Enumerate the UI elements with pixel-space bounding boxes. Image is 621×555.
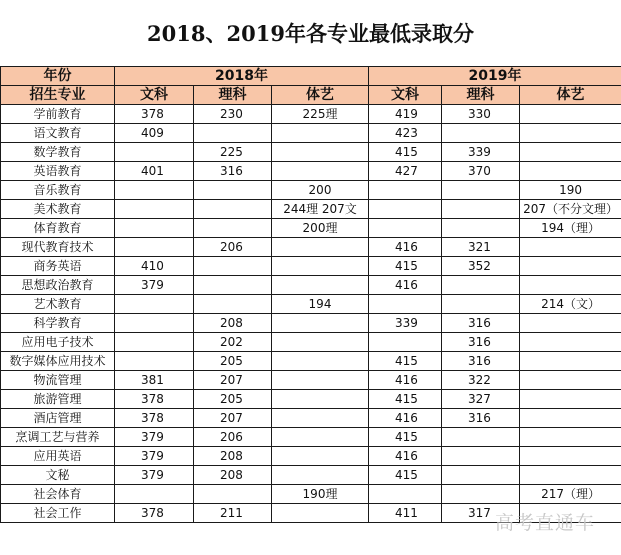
major-name: 数字媒体应用技术	[1, 352, 115, 371]
like-2019-score: 317	[442, 504, 520, 523]
like-2018-score	[194, 124, 272, 143]
major-name: 商务英语	[1, 257, 115, 276]
table-row	[1, 219, 621, 238]
table-row	[1, 105, 621, 124]
wenke-2018-score	[115, 219, 194, 238]
table-row	[1, 447, 621, 466]
tiyi-2018-score	[272, 371, 369, 390]
tiyi-2018-score	[272, 333, 369, 352]
major-name: 社会体育	[1, 485, 115, 504]
wenke-2018-score: 379	[115, 276, 194, 295]
admission-score-table	[0, 66, 621, 523]
tiyi-2019-score	[520, 143, 621, 162]
major-name: 数学教育	[1, 143, 115, 162]
table-row	[1, 238, 621, 257]
like-2019-score: 352	[442, 257, 520, 276]
like-2019-score: 330	[442, 105, 520, 124]
tiyi-2018-score: 200理	[272, 219, 369, 238]
like-2018-score	[194, 276, 272, 295]
wenke-2018-header: 文科	[115, 86, 194, 105]
table-row	[1, 162, 621, 181]
tiyi-2018-score	[272, 504, 369, 523]
tiyi-2019-score	[520, 314, 621, 333]
table-row	[1, 257, 621, 276]
like-2018-score: 202	[194, 333, 272, 352]
like-2018-score: 207	[194, 409, 272, 428]
wenke-2019-score: 415	[369, 390, 442, 409]
tiyi-2018-score	[272, 162, 369, 181]
tiyi-2019-score	[520, 428, 621, 447]
wenke-2019-score: 415	[369, 352, 442, 371]
table-row	[1, 181, 621, 200]
wenke-2018-score: 378	[115, 390, 194, 409]
like-2019-score	[442, 447, 520, 466]
tiyi-2018-score	[272, 466, 369, 485]
table-body	[1, 105, 621, 523]
major-name: 应用电子技术	[1, 333, 115, 352]
tiyi-2018-score	[272, 390, 369, 409]
wenke-2018-score: 381	[115, 371, 194, 390]
wenke-2018-score: 379	[115, 466, 194, 485]
wenke-2019-score: 416	[369, 371, 442, 390]
like-2018-score: 208	[194, 447, 272, 466]
wenke-2018-score	[115, 485, 194, 504]
tiyi-2018-score	[272, 447, 369, 466]
table-row	[1, 295, 621, 314]
wenke-2018-score: 378	[115, 409, 194, 428]
tiyi-2018-score: 190理	[272, 485, 369, 504]
major-name: 社会工作	[1, 504, 115, 523]
wenke-2019-header: 文科	[369, 86, 442, 105]
like-2018-score: 205	[194, 390, 272, 409]
tiyi-2019-score: 190	[520, 181, 621, 200]
wenke-2018-score: 379	[115, 428, 194, 447]
like-2018-score: 206	[194, 238, 272, 257]
table-row	[1, 485, 621, 504]
tiyi-2018-score	[272, 409, 369, 428]
like-2019-score	[442, 181, 520, 200]
major-name: 思想政治教育	[1, 276, 115, 295]
year-header-row	[1, 67, 621, 86]
tiyi-2019-score	[520, 105, 621, 124]
like-2018-score: 206	[194, 428, 272, 447]
watermark: 高考直通车	[494, 512, 595, 534]
wenke-2019-score: 416	[369, 276, 442, 295]
major-name: 美术教育	[1, 200, 115, 219]
major-name: 应用英语	[1, 447, 115, 466]
like-2019-score	[442, 485, 520, 504]
tiyi-2019-header: 体艺	[520, 86, 621, 105]
tiyi-2019-score	[520, 333, 621, 352]
wenke-2019-score	[369, 181, 442, 200]
like-2019-score	[442, 276, 520, 295]
wenke-2019-score	[369, 485, 442, 504]
year-label: 年份	[1, 67, 115, 86]
wenke-2019-score: 423	[369, 124, 442, 143]
like-2019-score	[442, 124, 520, 143]
wenke-2019-score: 411	[369, 504, 442, 523]
major-name: 体育教育	[1, 219, 115, 238]
wenke-2018-score: 378	[115, 504, 194, 523]
tiyi-2019-score: 214（文）	[520, 295, 621, 314]
major-name: 学前教育	[1, 105, 115, 124]
page-title: 2018、2019年各专业最低录取分	[147, 21, 474, 46]
tiyi-2019-score	[520, 162, 621, 181]
like-2019-score: 327	[442, 390, 520, 409]
like-2018-score: 205	[194, 352, 272, 371]
wenke-2018-score	[115, 200, 194, 219]
year-2019-header: 2019年	[369, 67, 621, 86]
like-2018-score: 208	[194, 314, 272, 333]
major-name: 现代教育技术	[1, 238, 115, 257]
tiyi-2018-score	[272, 143, 369, 162]
tiyi-2018-score	[272, 352, 369, 371]
table-row	[1, 124, 621, 143]
tiyi-2019-score	[520, 352, 621, 371]
wenke-2019-score: 415	[369, 466, 442, 485]
major-name: 科学教育	[1, 314, 115, 333]
like-2019-score	[442, 466, 520, 485]
wenke-2018-score	[115, 295, 194, 314]
tiyi-2018-score	[272, 124, 369, 143]
major-label: 招生专业	[1, 86, 115, 105]
tiyi-2018-score	[272, 276, 369, 295]
like-2019-score: 322	[442, 371, 520, 390]
wenke-2018-score	[115, 181, 194, 200]
tiyi-2018-score	[272, 257, 369, 276]
table-row	[1, 390, 621, 409]
table-row	[1, 333, 621, 352]
wenke-2019-score	[369, 219, 442, 238]
wenke-2019-score: 415	[369, 143, 442, 162]
like-2019-score: 339	[442, 143, 520, 162]
table-row	[1, 409, 621, 428]
like-2018-score	[194, 485, 272, 504]
tiyi-2018-score: 244理 207文	[272, 200, 369, 219]
wenke-2019-score: 427	[369, 162, 442, 181]
wenke-2018-score: 409	[115, 124, 194, 143]
tiyi-2018-score	[272, 238, 369, 257]
tiyi-2019-score	[520, 238, 621, 257]
wenke-2018-score	[115, 314, 194, 333]
tiyi-2019-score: 194（理）	[520, 219, 621, 238]
tiyi-2019-score: 207（不分文理）	[520, 200, 621, 219]
like-2019-score: 316	[442, 314, 520, 333]
table-row	[1, 371, 621, 390]
wenke-2018-score: 401	[115, 162, 194, 181]
table-row	[1, 200, 621, 219]
wenke-2019-score: 339	[369, 314, 442, 333]
wenke-2019-score: 416	[369, 447, 442, 466]
tiyi-2019-score: 217（理）	[520, 485, 621, 504]
tiyi-2018-score	[272, 314, 369, 333]
tiyi-2019-score	[520, 257, 621, 276]
like-2019-score: 370	[442, 162, 520, 181]
like-2019-score: 316	[442, 409, 520, 428]
like-2019-score	[442, 295, 520, 314]
year-2018-header: 2018年	[115, 67, 369, 86]
wenke-2018-score	[115, 352, 194, 371]
wenke-2019-score: 416	[369, 238, 442, 257]
wenke-2019-score	[369, 333, 442, 352]
like-2019-score	[442, 200, 520, 219]
tiyi-2019-score	[520, 466, 621, 485]
major-name: 文秘	[1, 466, 115, 485]
like-2018-score: 211	[194, 504, 272, 523]
tiyi-2018-score: 200	[272, 181, 369, 200]
wenke-2019-score	[369, 200, 442, 219]
like-2019-score	[442, 428, 520, 447]
wenke-2019-score: 416	[369, 409, 442, 428]
wenke-2018-score: 410	[115, 257, 194, 276]
like-2018-score: 208	[194, 466, 272, 485]
like-2019-score: 316	[442, 333, 520, 352]
table-row	[1, 466, 621, 485]
table-row	[1, 352, 621, 371]
like-2018-score: 207	[194, 371, 272, 390]
like-2018-score	[194, 219, 272, 238]
tiyi-2019-score	[520, 447, 621, 466]
wenke-2019-score: 419	[369, 105, 442, 124]
wenke-2019-score: 415	[369, 257, 442, 276]
table-row	[1, 143, 621, 162]
like-2018-score	[194, 257, 272, 276]
table-row	[1, 428, 621, 447]
tiyi-2019-score	[520, 371, 621, 390]
table-row	[1, 314, 621, 333]
tiyi-2019-score	[520, 276, 621, 295]
like-2018-score	[194, 295, 272, 314]
like-2019-score: 316	[442, 352, 520, 371]
tiyi-2018-score: 194	[272, 295, 369, 314]
wenke-2018-score: 378	[115, 105, 194, 124]
like-2018-header: 理科	[194, 86, 272, 105]
major-name: 烹调工艺与营养	[1, 428, 115, 447]
tiyi-2018-header: 体艺	[272, 86, 369, 105]
like-2019-score	[442, 219, 520, 238]
major-name: 酒店管理	[1, 409, 115, 428]
major-name: 语文教育	[1, 124, 115, 143]
wenke-2018-score	[115, 143, 194, 162]
like-2018-score	[194, 200, 272, 219]
wenke-2018-score	[115, 238, 194, 257]
table-row	[1, 276, 621, 295]
tiyi-2018-score	[272, 428, 369, 447]
like-2018-score: 225	[194, 143, 272, 162]
major-name: 物流管理	[1, 371, 115, 390]
wenke-2018-score: 379	[115, 447, 194, 466]
like-2018-score	[194, 181, 272, 200]
major-name: 英语教育	[1, 162, 115, 181]
tiyi-2019-score	[520, 409, 621, 428]
like-2018-score: 316	[194, 162, 272, 181]
major-name: 艺术教育	[1, 295, 115, 314]
category-header-row	[1, 86, 621, 105]
wenke-2019-score: 415	[369, 428, 442, 447]
tiyi-2019-score	[520, 124, 621, 143]
like-2019-header: 理科	[442, 86, 520, 105]
tiyi-2019-score	[520, 390, 621, 409]
wenke-2018-score	[115, 333, 194, 352]
tiyi-2018-score: 225理	[272, 105, 369, 124]
like-2019-score: 321	[442, 238, 520, 257]
wenke-2019-score	[369, 295, 442, 314]
major-name: 旅游管理	[1, 390, 115, 409]
major-name: 音乐教育	[1, 181, 115, 200]
like-2018-score: 230	[194, 105, 272, 124]
